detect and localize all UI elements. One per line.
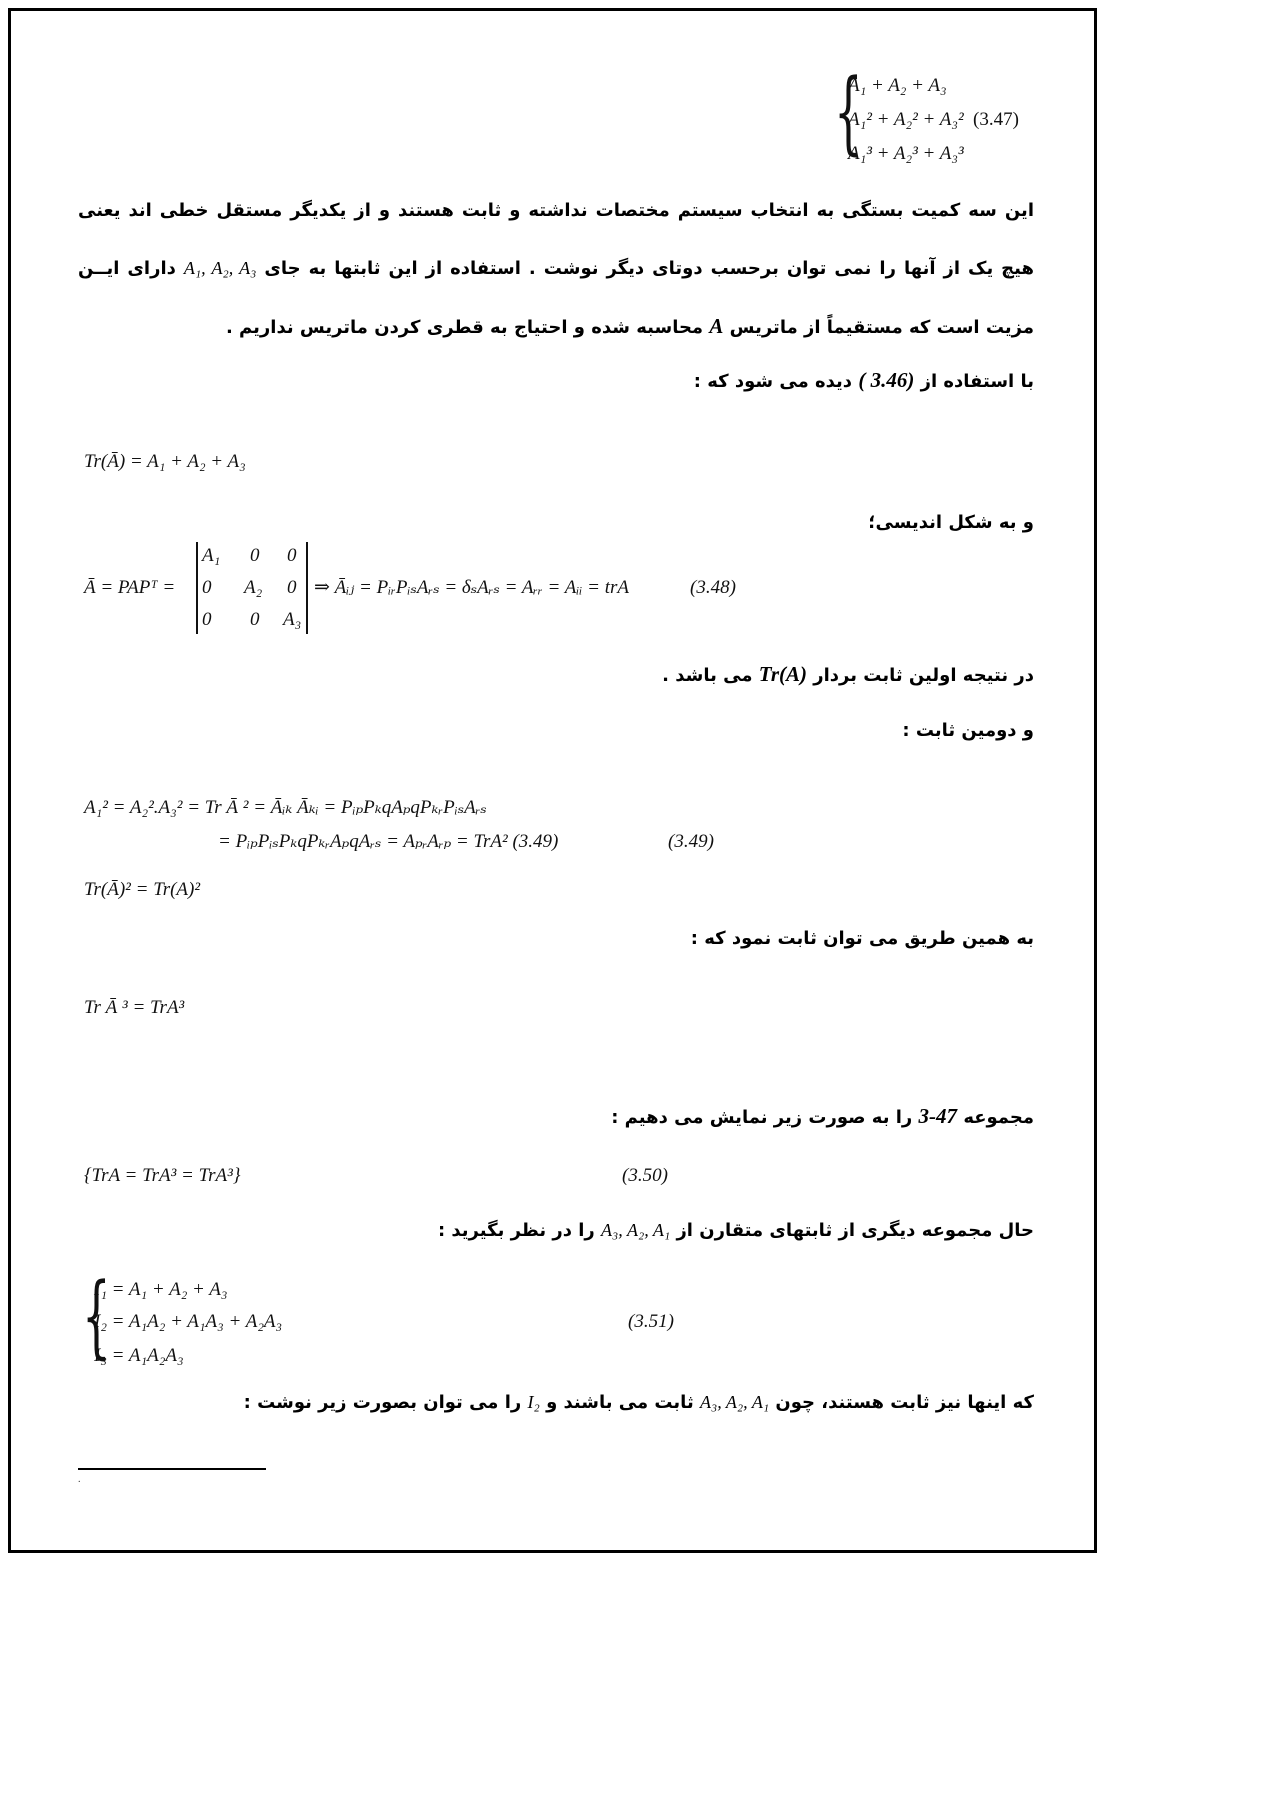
eq-349-line3: Tr(Ā)² = Tr(A)²	[84, 879, 201, 900]
para2-end: دیده می شود که :	[693, 371, 853, 392]
matrix-m21: 0	[202, 577, 212, 598]
para1-line3-start: مزیت است که مستقیماً از ماتریس	[729, 317, 1034, 338]
eq-348-lhs: Ā = PAPᵀ =	[84, 577, 176, 598]
eq-349-line2: = PᵢₚPᵢₛPₖqPₖᵣAₚqAᵣₛ = AₚᵣAᵣₚ = TrA² (3.49)	[218, 831, 559, 852]
para8-math: A₃, A₂, A₁	[601, 1220, 671, 1240]
eq-cube: Tr Ā ³ = TrA³	[84, 997, 185, 1018]
para7-ref: 3-47	[918, 1104, 958, 1128]
matrix-m22: A₂	[244, 577, 263, 598]
para1-line2-start: هیچ یک از آنها را نمی توان برحسب دوتای دیگر نوشت . استفاده از این ثابتها به جای	[264, 258, 1034, 279]
para8	[438, 1220, 1034, 1242]
eq-349-line1: A₁² = A₂².A₃² = Tr Ā ² = Āᵢₖ Āₖᵢ = PᵢₚPₖqAₚqPₖᵣPᵢₛAᵣₛ	[84, 797, 487, 818]
eq-351-line3: I₃ = A₁A₂A₃	[94, 1345, 184, 1366]
matrix-m32: 0	[250, 609, 260, 630]
para4-math: Tr(A)	[758, 662, 807, 686]
para1-line3	[226, 314, 1034, 339]
eq-351-brace: {	[82, 1264, 111, 1369]
para1-line1: این سه کمیت بستگی به انتخاب سیستم مختصات نداشته و ثابت هستند و از یکدیگر مستقل خطی اند یعنی	[78, 200, 1034, 221]
matrix-m23: 0	[287, 577, 297, 598]
para9-start: که اینها نیز ثابت هستند، چون	[775, 1392, 1034, 1413]
matrix-right-bar	[306, 542, 308, 634]
matrix-m13: 0	[287, 545, 297, 566]
para8-start: حال مجموعه دیگری از ثابتهای متقارن از	[676, 1220, 1034, 1241]
para3: و به شکل اندیسی؛	[868, 512, 1034, 533]
para1-line2-math: A₁, A₂, A₃	[183, 258, 257, 278]
para2	[694, 368, 1034, 393]
para4	[662, 662, 1034, 687]
eq-347-line2: A₁² + A₂² + A₃²	[848, 109, 964, 130]
para9-math2: I₂	[527, 1392, 540, 1412]
para2-ref: ( 3.46)	[858, 368, 915, 392]
eq-350-number: (3.50)	[622, 1165, 668, 1186]
eq-348-rhs: ⇒ Āᵢⱼ = PᵢᵣPᵢₛAᵣₛ = δₛAᵣₛ = Aᵣᵣ = Aᵢᵢ = trA	[314, 577, 629, 598]
para7-end: را به صورت زیر نمایش می دهیم :	[611, 1107, 913, 1128]
eq-351-line1: I₁ = A₁ + A₂ + A₃	[94, 1279, 228, 1300]
para4-start: در نتیجه اولین ثابت بردار	[813, 665, 1034, 686]
eq-347-line3: A₁³ + A₂³ + A₃³	[848, 143, 964, 164]
para5: و دومین ثابت :	[902, 720, 1034, 741]
para9-end: را می توان بصورت زیر نوشت :	[243, 1392, 522, 1413]
eq-347-line1: A₁ + A₂ + A₃	[848, 75, 947, 96]
para1-line3-math: A	[709, 314, 724, 338]
para1-line2-end: دارای ایــن	[78, 258, 176, 279]
eq-347-number: (3.47)	[973, 109, 1019, 130]
footnote-separator	[78, 1468, 266, 1470]
eq-350-expr: {TrA = TrA³ = TrA³}	[84, 1165, 241, 1186]
para1-line2	[78, 258, 1034, 280]
matrix-left-bar	[196, 542, 198, 634]
para9-math1: A₃, A₂, A₁	[699, 1392, 770, 1412]
para1-line3-end: محاسبه شده و احتیاج به قطری کردن ماتریس نداریم .	[225, 317, 704, 338]
para7-start: مجموعه	[963, 1107, 1034, 1128]
para7	[611, 1104, 1034, 1129]
matrix-m31: 0	[202, 609, 212, 630]
eq-351-number: (3.51)	[628, 1311, 674, 1332]
matrix-m11: A₁	[202, 545, 221, 566]
eq-trace: Tr(Ā) = A₁ + A₂ + A₃	[84, 451, 246, 472]
para9-mid: ثابت می باشند و	[546, 1392, 694, 1413]
eq-351-line2: I₂ = A₁A₂ + A₁A₃ + A₂A₃	[94, 1311, 283, 1332]
eq-349-number: (3.49)	[668, 831, 714, 852]
para6: به همین طریق می توان ثابت نمود که :	[690, 928, 1034, 949]
eq-348-number: (3.48)	[690, 577, 736, 598]
para9	[244, 1392, 1034, 1414]
matrix-m12: 0	[250, 545, 260, 566]
para8-end: را در نظر بگیرید :	[437, 1220, 595, 1241]
para2-start: با استفاده از	[920, 371, 1034, 392]
footnote-mark: .	[78, 1474, 81, 1485]
eq-347-brace: {	[834, 60, 863, 165]
para4-end: می باشد .	[662, 665, 753, 686]
matrix-m33: A₃	[283, 609, 302, 630]
